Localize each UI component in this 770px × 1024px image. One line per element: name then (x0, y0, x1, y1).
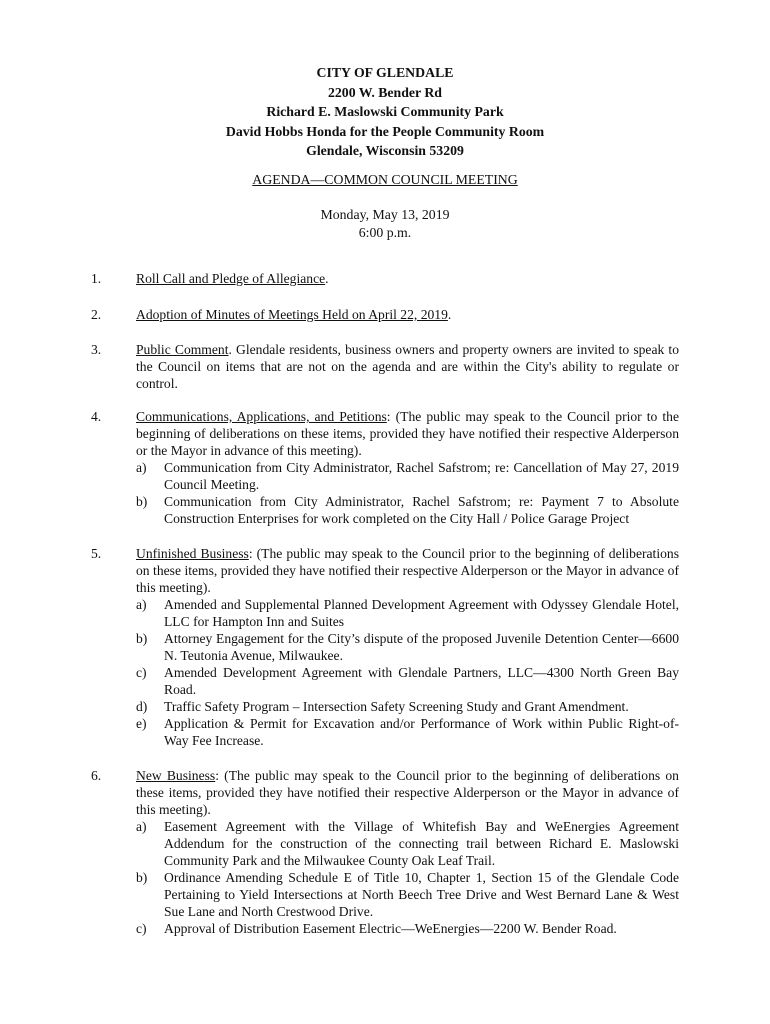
sub-item-text: Communication from City Administrator, Rachel Safstrom; re: Cancellation of May 27, 2019 Council Meeting. (164, 460, 679, 492)
sub-item-letter: e) (136, 716, 147, 731)
header-city: CITY OF GLENDALE (316, 65, 454, 80)
sub-item (136, 596, 679, 630)
sub-item (136, 920, 679, 937)
sub-item-text: Easement Agreement with the Village of Whitefish Bay and WeEnergies Agreement Addendum for the construction of the connecting trail between Richard E. Maslowski Community Park and the Milwaukee County Oak Leaf Trail. (164, 819, 679, 868)
item-title: Public Comment (136, 342, 229, 357)
sub-item-text: Application & Permit for Excavation and/or Performance of Work within Public Right-of-Way Fee Increase. (164, 716, 679, 748)
item-number: 6. (91, 768, 102, 783)
item-body (136, 545, 679, 749)
sub-item-letter: b) (136, 870, 148, 885)
sub-item (136, 715, 679, 749)
sub-item-letter: a) (136, 460, 147, 475)
item-text: . Glendale residents, business owners and property owners are invited to speak to the Council on items that are not on the agenda and are within the City's ability to regulate or control. (136, 342, 679, 391)
item-text: : (The public may speak to the Council prior to the beginning of deliberations on these items, provided they have notified their respective Alderperson or the Mayor in advance of this meeting). (136, 409, 679, 458)
sub-item (136, 869, 679, 920)
agenda-title: AGENDA—COMMON COUNCIL MEETING (252, 172, 518, 187)
item-body (136, 767, 679, 937)
document-header (0, 63, 770, 161)
sub-item-text: Approval of Distribution Easement Electric—WeEnergies—2200 W. Bender Road. (164, 921, 617, 936)
sub-item (136, 818, 679, 869)
meeting-time: 6:00 p.m. (358, 225, 412, 240)
sub-item-letter: b) (136, 494, 148, 509)
header-room: David Hobbs Honda for the People Community Room (225, 123, 545, 139)
item-title: Communications, Applications, and Petitions (136, 409, 387, 424)
item-number: 5. (91, 546, 102, 561)
item-number: 4. (91, 409, 102, 424)
item-number: 1. (91, 271, 102, 286)
sub-item-text: Amended Development Agreement with Glendale Partners, LLC—4300 North Green Bay Road. (164, 665, 679, 697)
item-title: Unfinished Business (136, 546, 249, 561)
header-address: 2200 W. Bender Rd (328, 84, 442, 100)
item-title: Adoption of Minutes of Meetings Held on April 22, 2019 (136, 307, 448, 322)
item-body (136, 408, 679, 527)
item-title: Roll Call and Pledge of Allegiance (136, 271, 326, 286)
sub-item-letter: b) (136, 631, 148, 646)
sub-item-letter: c) (136, 921, 147, 936)
sub-item-text: Traffic Safety Program – Intersection Safety Screening Study and Grant Amendment. (164, 699, 629, 714)
sub-item-text: Attorney Engagement for the City’s dispute of the proposed Juvenile Detention Center—6600 N. Teutonia Avenue, Milwaukee. (164, 631, 679, 663)
header-park: Richard E. Maslowski Community Park (266, 104, 504, 119)
item-title: New Business (136, 768, 216, 783)
sub-item (136, 459, 679, 493)
item-text: : (The public may speak to the Council prior to the beginning of deliberations on these items, provided they have notified their respective Alderperson or the Mayor in advance of this meeting). (136, 546, 679, 595)
item-text: : (The public may speak to the Council prior to the beginning of deliberations on these items, provided they have notified their respective Alderperson or the Mayor in advance of this meeting). (136, 768, 679, 817)
sub-item (136, 630, 679, 664)
sub-item-text: Amended and Supplemental Planned Development Agreement with Odyssey Glendale Hotel, LLC for Hampton Inn and Suites (164, 597, 679, 629)
item-body (136, 306, 679, 323)
sub-item-letter: d) (136, 699, 148, 714)
meeting-date: Monday, May 13, 2019 (320, 207, 450, 222)
sub-item-letter: a) (136, 819, 147, 834)
item-intro (136, 767, 679, 818)
item-number: 2. (91, 307, 102, 322)
item-body (136, 341, 679, 392)
sub-item-letter: a) (136, 597, 147, 612)
sub-item-text: Communication from City Administrator, Rachel Safstrom; re: Payment 7 to Absolute Construction Enterprises for work completed on the City Hall / Police Garage Project (164, 494, 679, 526)
item-intro (136, 545, 679, 596)
header-city-state: Glendale, Wisconsin 53209 (306, 143, 464, 158)
item-body (136, 270, 679, 287)
sub-item-letter: c) (136, 665, 147, 680)
item-intro (136, 408, 679, 459)
item-number: 3. (91, 342, 102, 357)
sub-item (136, 493, 679, 527)
item-text: . (447, 307, 452, 322)
sub-item (136, 698, 679, 715)
sub-item-text: Ordinance Amending Schedule E of Title 10, Chapter 1, Section 15 of the Glendale Code Pertaining to Yield Intersections at North Beech Tree Drive and West Bernard Lane & West Sue Lane and North Crestwood Drive. (164, 870, 679, 919)
sub-item (136, 664, 679, 698)
meeting-datetime (0, 206, 770, 242)
item-text: . (325, 271, 329, 286)
